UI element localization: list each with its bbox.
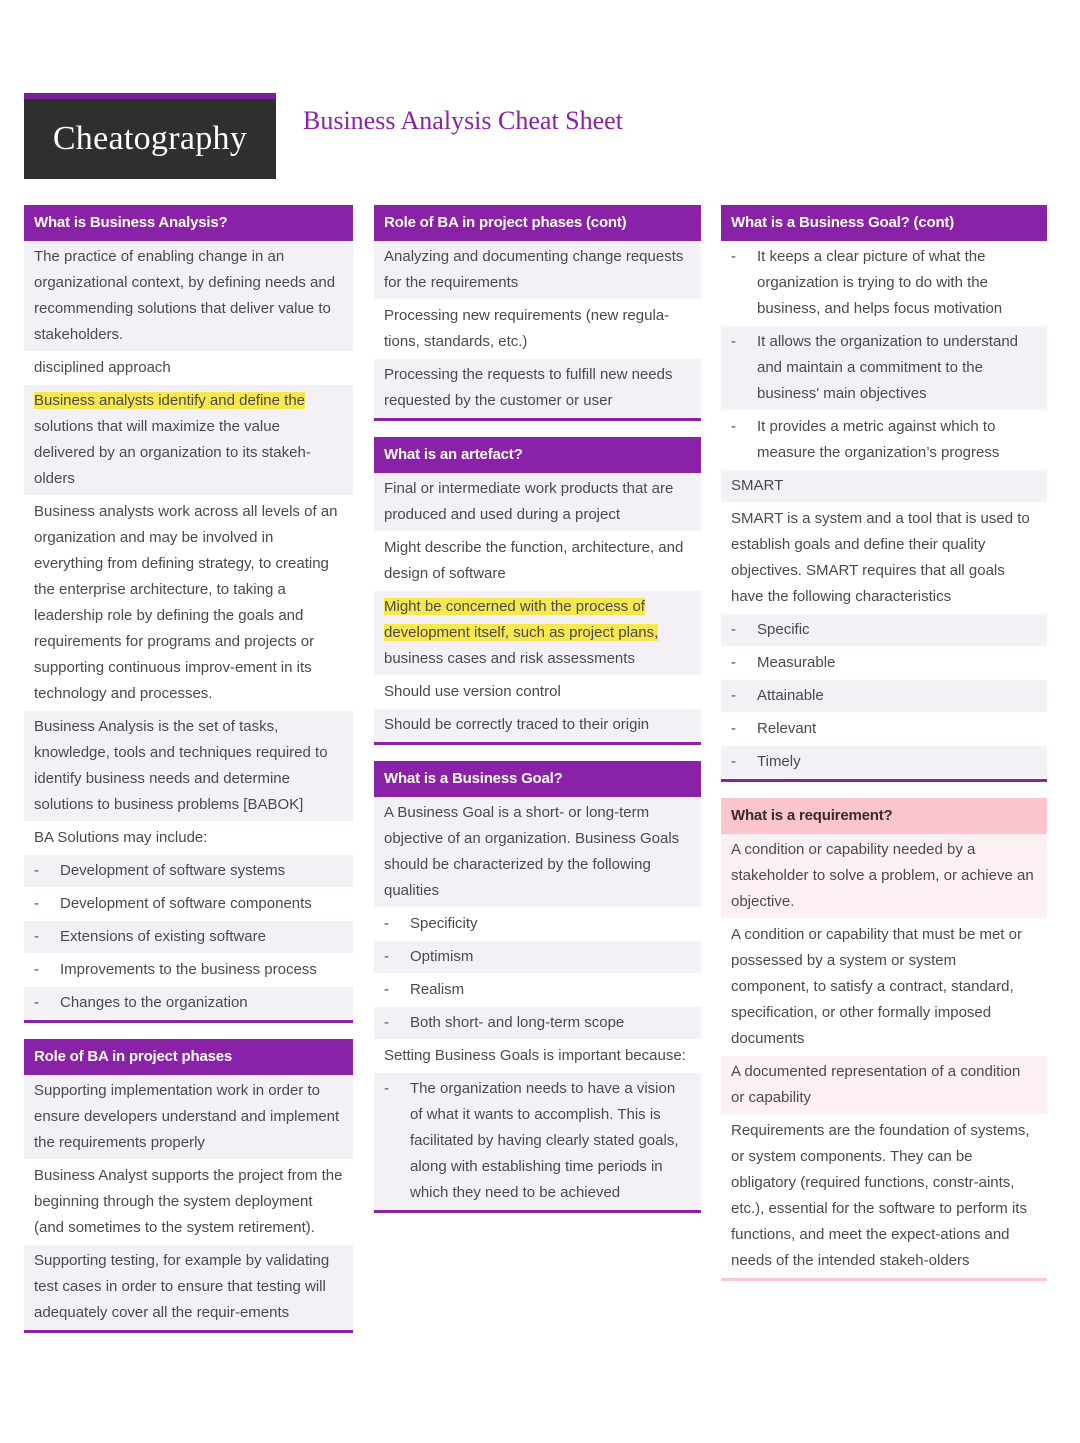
row-text: Final or intermediate work products that are produced and used during a project xyxy=(384,480,674,523)
bullet-text: Both short- and long-term scope xyxy=(410,1014,625,1031)
text-row xyxy=(24,496,353,711)
text-row xyxy=(374,591,701,676)
bullet-row xyxy=(721,411,1047,470)
bullet-row xyxy=(24,888,353,921)
section-box xyxy=(374,761,701,1213)
bullet-row xyxy=(721,746,1047,779)
text-row xyxy=(374,676,701,709)
row-text: Supporting implementation work in order to ensure developers understand and implement the requirements properly xyxy=(34,1082,340,1151)
text-row xyxy=(374,797,701,908)
dash-bullet-icon: - xyxy=(731,333,736,350)
text-row xyxy=(24,385,353,496)
text-row xyxy=(374,532,701,591)
row-text: Might describe the function, architecture, and design of software xyxy=(384,539,684,582)
row-text: Should use version control xyxy=(384,683,561,700)
dash-bullet-icon: - xyxy=(34,994,39,1011)
row-text: Processing new requirements (new regula-tions, standards, etc.) xyxy=(384,307,670,350)
row-text: Supporting testing, for example by validating test cases in order to ensure that testing will adequately cover all the requir-ements xyxy=(34,1252,330,1321)
text-row xyxy=(24,1075,353,1160)
bullet-text: It provides a metric against which to measure the organization’s progress xyxy=(757,418,1000,461)
dash-bullet-icon: - xyxy=(384,981,389,998)
bullet-row xyxy=(374,1007,701,1040)
column-3 xyxy=(721,205,1047,1297)
text-row xyxy=(24,1245,353,1330)
bullet-text: Attainable xyxy=(757,687,824,704)
row-text: The practice of enabling change in an organizational context, by defining needs and recommending solutions that deliver value to stakeholders. xyxy=(34,248,336,343)
logo-text: Cheatography xyxy=(52,120,248,157)
bullet-row xyxy=(374,1073,701,1210)
row-text: solutions that will maximize the value delivered by an organization to its stakeh-olders xyxy=(34,418,311,487)
bullet-text: Measurable xyxy=(757,654,836,671)
bullet-text: The organization needs to have a vision of what it wants to accomplish. This is facilitated by having clearly stated goals, along with establishing time periods in which they need to be achieved xyxy=(410,1080,679,1201)
dash-bullet-icon: - xyxy=(384,948,389,965)
bullet-text: Improvements to the business process xyxy=(60,961,317,978)
bullet-text: Changes to the organization xyxy=(60,994,248,1011)
row-text: Requirements are the foundation of systems, or system components. They can be obligatory (required functions, constr-aints, etc.), essential for the software to perform its functions, and meet the expect-ations and needs of the intended stakeh-olders xyxy=(731,1122,1030,1269)
text-row xyxy=(24,822,353,855)
bullet-row xyxy=(374,941,701,974)
column-2 xyxy=(374,205,701,1229)
bullet-row xyxy=(24,954,353,987)
section-header: What is Business Analysis? xyxy=(24,205,353,241)
bullet-text: It keeps a clear picture of what the organization is trying to do with the business, and helps focus motivation xyxy=(757,248,1003,317)
column-1 xyxy=(24,205,353,1349)
text-row xyxy=(374,241,701,300)
text-row xyxy=(24,352,353,385)
text-row xyxy=(374,709,701,742)
section-header: What is a Business Goal? (cont) xyxy=(721,205,1047,241)
section-header: Role of BA in project phases (cont) xyxy=(374,205,701,241)
text-row xyxy=(24,1160,353,1245)
row-text: SMART is a system and a tool that is used to establish goals and define their quality objectives. SMART requires that all goals have the following characteristics xyxy=(731,510,1030,605)
highlighted-text: Business analysts identify and define the xyxy=(34,392,306,409)
row-text: Business analysts work across all levels of an organization and may be involved in everything from defining strategy, to creating the enterprise architecture, to taking a leadership role by defining the goals and requirements for programs and projects or supporting continuous improv-ement in its technology and processes. xyxy=(34,503,338,702)
text-row xyxy=(374,473,701,532)
text-row xyxy=(24,241,353,352)
dash-bullet-icon: - xyxy=(34,961,39,978)
dash-bullet-icon: - xyxy=(731,687,736,704)
text-row xyxy=(721,470,1047,503)
text-row xyxy=(721,834,1047,919)
row-text: A documented representation of a condition or capability xyxy=(731,1063,1021,1106)
bullet-row xyxy=(721,614,1047,647)
row-text: A Business Goal is a short- or long-term objective of an organization. Business Goals should be characterized by the following qualities xyxy=(384,804,680,899)
bullet-text: Specific xyxy=(757,621,810,638)
bullet-row xyxy=(24,921,353,954)
bullet-row xyxy=(24,987,353,1020)
page-title: Business Analysis Cheat Sheet xyxy=(303,106,623,135)
dash-bullet-icon: - xyxy=(34,895,39,912)
text-row xyxy=(721,1115,1047,1278)
text-row xyxy=(721,919,1047,1056)
row-text: Processing the requests to fulfill new needs requested by the customer or user xyxy=(384,366,673,409)
bullet-row xyxy=(721,326,1047,411)
text-row xyxy=(24,711,353,822)
bullet-text: Specificity xyxy=(410,915,478,932)
dash-bullet-icon: - xyxy=(34,862,39,879)
section-header: Role of BA in project phases xyxy=(24,1039,353,1075)
bullet-row xyxy=(24,855,353,888)
dash-bullet-icon: - xyxy=(384,915,389,932)
bullet-text: Optimism xyxy=(410,948,474,965)
bullet-text: It allows the organization to understand and maintain a commitment to the business' main objectives xyxy=(757,333,1018,402)
section-box xyxy=(374,205,701,421)
cheatography-logo[interactable] xyxy=(24,93,276,179)
row-text: SMART xyxy=(731,477,784,494)
bullet-row xyxy=(721,680,1047,713)
highlighted-text: Might be concerned with the process of development itself, such as project plans, xyxy=(384,598,659,641)
row-text: Setting Business Goals is important because: xyxy=(384,1047,686,1064)
bullet-text: Development of software systems xyxy=(60,862,286,879)
text-row xyxy=(374,1040,701,1073)
section-header: What is a Business Goal? xyxy=(374,761,701,797)
row-text: BA Solutions may include: xyxy=(34,829,208,846)
row-text: A condition or capability that must be met or possessed by a system or system component, to satisfy a contract, standard, specification, or other formally imposed documents xyxy=(731,926,1022,1047)
section-box xyxy=(721,205,1047,782)
text-row xyxy=(721,1056,1047,1115)
dash-bullet-icon: - xyxy=(384,1014,389,1031)
row-text: disciplined approach xyxy=(34,359,171,376)
bullet-text: Relevant xyxy=(757,720,817,737)
row-text: Should be correctly traced to their origin xyxy=(384,716,650,733)
section-header: What is an artefact? xyxy=(374,437,701,473)
dash-bullet-icon: - xyxy=(731,418,736,435)
row-text: A condition or capability needed by a stakeholder to solve a problem, or achieve an objective. xyxy=(731,841,1034,910)
section-box xyxy=(24,205,353,1023)
dash-bullet-icon: - xyxy=(731,621,736,638)
text-row xyxy=(374,359,701,418)
bullet-text: Timely xyxy=(757,753,801,770)
row-text: Business Analysis is the set of tasks, knowledge, tools and techniques required to identify business needs and determine solutions to business problems [BABOK] xyxy=(34,718,328,813)
dash-bullet-icon: - xyxy=(384,1080,389,1097)
text-row xyxy=(721,503,1047,614)
bullet-row xyxy=(721,241,1047,326)
dash-bullet-icon: - xyxy=(731,753,736,770)
section-box xyxy=(374,437,701,745)
dash-bullet-icon: - xyxy=(731,248,736,265)
bullet-row xyxy=(374,908,701,941)
bullet-row xyxy=(374,974,701,1007)
section-header: What is a requirement? xyxy=(721,798,1047,834)
dash-bullet-icon: - xyxy=(34,928,39,945)
dash-bullet-icon: - xyxy=(731,720,736,737)
dash-bullet-icon: - xyxy=(731,654,736,671)
bullet-text: Development of software components xyxy=(60,895,312,912)
row-text: business cases and risk assessments xyxy=(384,650,635,667)
section-box xyxy=(24,1039,353,1333)
section-box xyxy=(721,798,1047,1281)
row-text: Analyzing and documenting change requests for the requirements xyxy=(384,248,684,291)
row-text: Business Analyst supports the project from the beginning through the system deployment (and sometimes to the system retirement). xyxy=(34,1167,343,1236)
bullet-text: Extensions of existing software xyxy=(60,928,266,945)
bullet-text: Realism xyxy=(410,981,465,998)
bullet-row xyxy=(721,713,1047,746)
bullet-row xyxy=(721,647,1047,680)
text-row xyxy=(374,300,701,359)
